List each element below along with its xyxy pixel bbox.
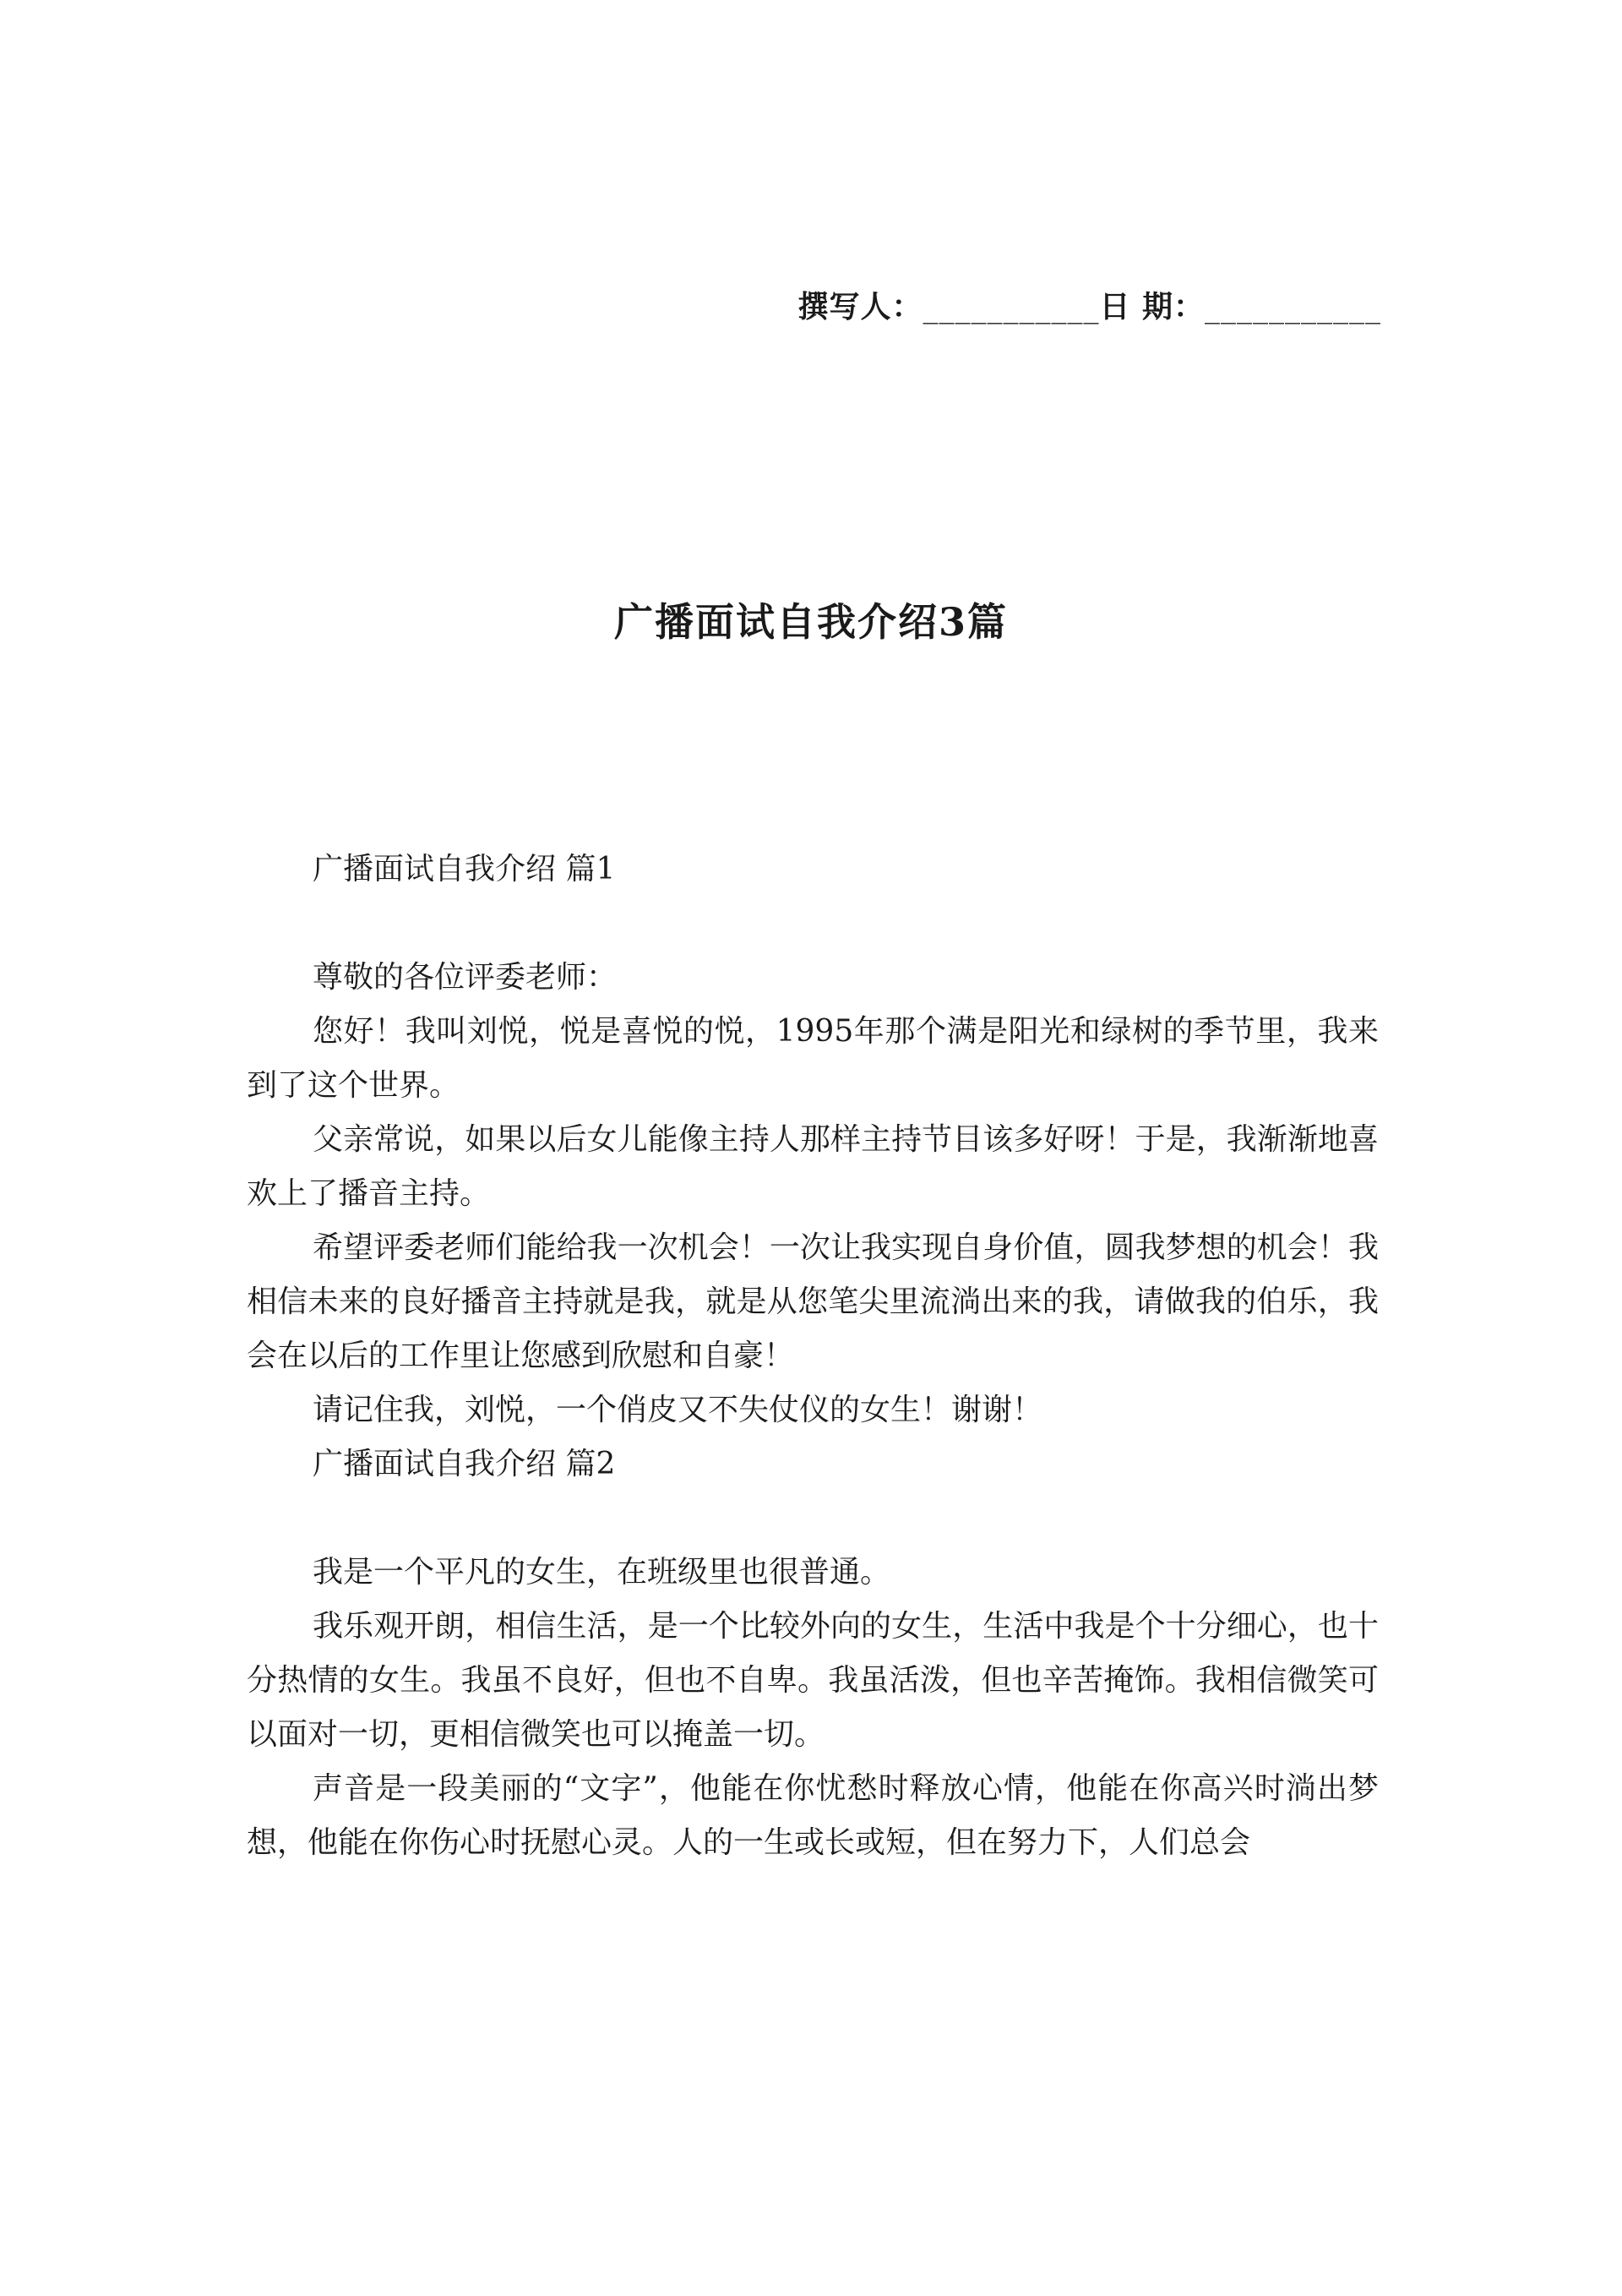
paragraph: 声音是一段美丽的“文字”，他能在你忧愁时释放心情，他能在你高兴时淌出梦想，他能在你伤心时抚慰心灵。人的一生或长或短，但在努力下，人们总会 (247, 1771, 1379, 1860)
paragraph: 尊敬的各位评委老师： (313, 960, 618, 995)
date-blank: ___________ (1205, 290, 1381, 324)
paragraph: 我是一个平凡的女生，在班级里也很普通。 (313, 1555, 891, 1590)
author-label: 撰写人： (797, 289, 923, 324)
section-heading-2: 广播面试自我介绍 篇2 (313, 1447, 616, 1481)
paragraph: 您好！我叫刘悦，悦是喜悦的悦，1995年那个满是阳光和绿树的季节里，我来到了这个世界。 (247, 1014, 1379, 1103)
paragraph: 父亲常说，如果以后女儿能像主持人那样主持节目该多好呀！于是，我渐渐地喜欢上了播音主持。 (247, 1122, 1379, 1211)
paragraph: 请记住我，刘悦，一个俏皮又不失仗仪的女生！谢谢！ (313, 1393, 1043, 1427)
author-blank: ___________ (923, 290, 1100, 324)
paragraph: 希望评委老师们能给我一次机会！一次让我实现自身价值，圆我梦想的机会！我相信未来的良好播音主持就是我，就是从您笔尖里流淌出来的我，请做我的伯乐，我会在以后的工作里让您感到欣慰和自豪！ (247, 1230, 1379, 1373)
paragraph: 我乐观开朗，相信生活，是一个比较外向的女生，生活中我是个十分细心，也十分热情的女生。我虽不良好，但也不自卑。我虽活泼，但也辛苦掩饰。我相信微笑可以面对一切，更相信微笑也可以掩盖一切。 (247, 1609, 1379, 1752)
section-heading-1: 广播面试自我介绍 篇1 (313, 852, 616, 886)
page-title: 广播面试自我介绍3篇 (613, 599, 1008, 645)
document-body (247, 843, 1379, 1870)
date-label: 日 期： (1099, 289, 1205, 324)
author-date-line (797, 283, 1381, 326)
